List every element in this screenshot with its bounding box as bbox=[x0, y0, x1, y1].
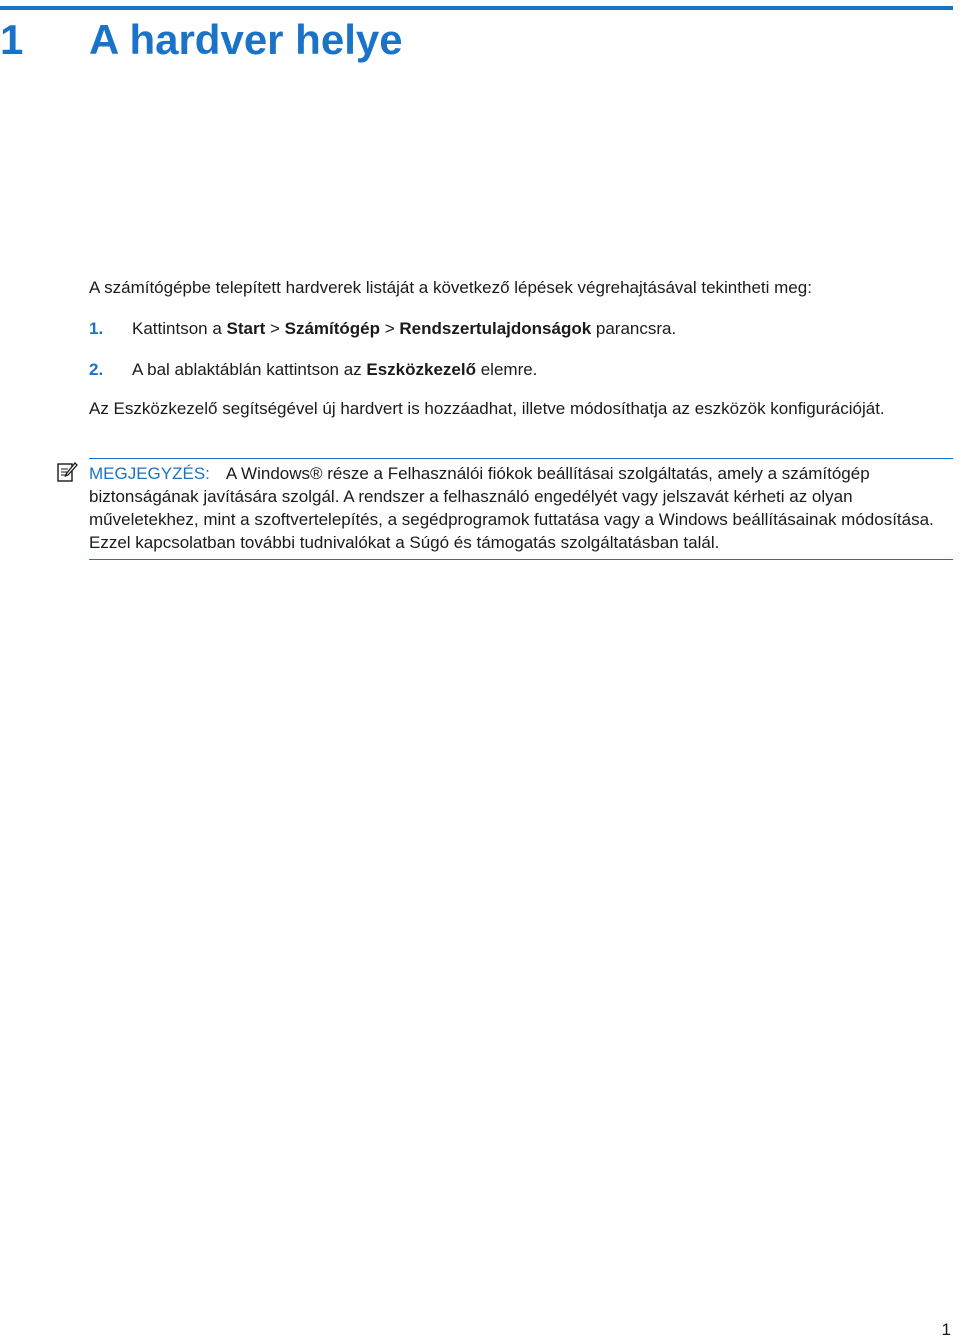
top-rule bbox=[0, 6, 953, 10]
note-label: MEGJEGYZÉS: bbox=[89, 464, 210, 483]
device-manager-paragraph: Az Eszközkezelő segítségével új hardvert is hozzáadhat, illetve módosíthatja az eszközök konfigurációját. bbox=[89, 399, 885, 418]
steps-list bbox=[89, 317, 953, 381]
step-item bbox=[89, 358, 953, 381]
main-content bbox=[89, 276, 953, 420]
step-item bbox=[89, 317, 953, 340]
menu-path-computer: Számítógép bbox=[284, 319, 381, 338]
step-text: Kattintson a bbox=[132, 319, 227, 338]
step-text: A bal ablaktáblán kattintson az bbox=[132, 360, 367, 379]
step-number: 1. bbox=[89, 319, 104, 338]
note-text: A Windows® része a Felhasználói fiókok beállításai szolgáltatás, amely a számítógép biztonságának javítására szolgál. A rendszer a felhasználó engedélyét vagy jelszavát kérheti az olyan műveletekhez, mint a szoftvertelepítés, a segédprogramok futtatása vagy a Windows beállításainak módosítása. Ezzel kapcsolatban további tudnivalókat a Súgó és támogatás szolgáltatásban talál. bbox=[89, 464, 934, 552]
step-text: parancsra. bbox=[591, 319, 677, 338]
menu-path-system-properties: Rendszertulajdonságok bbox=[399, 319, 592, 338]
page-number: 1 bbox=[941, 1320, 951, 1339]
step-number: 2. bbox=[89, 360, 104, 379]
menu-path-start: Start bbox=[226, 319, 266, 338]
intro-paragraph: A számítógépbe telepített hardverek listáját a következő lépések végrehajtásával tekintheti meg: bbox=[89, 278, 812, 297]
note-pencil-icon bbox=[56, 461, 78, 483]
step-text: elemre. bbox=[476, 360, 538, 379]
device-manager-term: Eszközkezelő bbox=[366, 360, 476, 379]
chapter-number: 1 bbox=[0, 16, 24, 63]
note-box bbox=[89, 458, 953, 560]
menu-separator: > bbox=[380, 319, 400, 338]
menu-separator: > bbox=[265, 319, 285, 338]
chapter-title-text: A hardver helye bbox=[89, 16, 403, 63]
chapter-title bbox=[0, 14, 403, 66]
